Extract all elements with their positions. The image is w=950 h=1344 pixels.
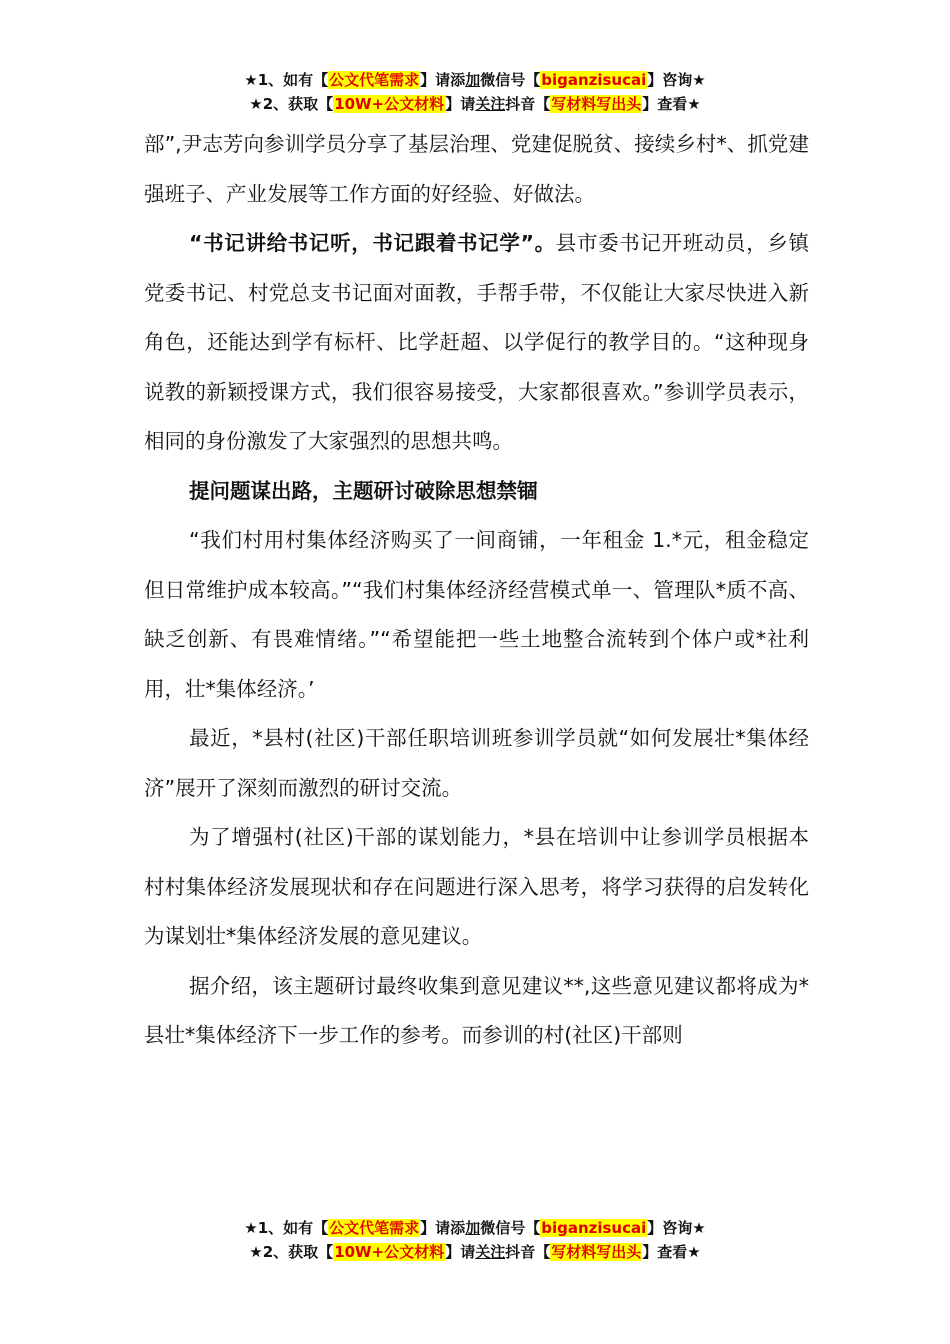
banner-line-2: ★2、获取【10W+公文材料】请关注抖音【写材料写出头】查看★: [249, 95, 701, 113]
paragraph: 部”,尹志芳向参训学员分享了基层治理、党建促脱贫、接续乡村*、抓党建强班子、产业发展等工作方面的好经验、好做法。: [144, 132, 809, 206]
highlight-wechat-id: biganzisucai: [541, 71, 647, 89]
highlight-service: 公文代笔需求: [329, 1219, 420, 1237]
paragraph: “我们村用村集体经济购买了一间商铺，一年租金 1.*元，租金稳定但日常维护成本较高。”“我们村集体经济经营模式单一、管理队*质不高、缺乏创新、有畏难情绪。”“希望能把一些土地整合流转到个体户或*社利用，壮*集体经济。’: [144, 528, 809, 701]
section-heading: 提问题谋出路，主题研讨破除思想禁锢: [189, 478, 538, 503]
paragraph: 最近，*县村(社区)干部任职培训班参训学员就“如何发展壮*集体经济”展开了深刻而激烈的研讨交流。: [144, 726, 809, 800]
document-body: [144, 120, 809, 1061]
highlight-douyin-account: 写材料写出头: [551, 95, 642, 113]
paragraph: 据介绍，该主题研讨最终收集到意见建议**,这些意见建议都将成为*县壮*集体经济下一步工作的参考。而参训的村(社区)干部则: [144, 973, 809, 1047]
highlight-service: 公文代笔需求: [329, 71, 420, 89]
banner-line-2: ★2、获取【10W+公文材料】请关注抖音【写材料写出头】查看★: [249, 1243, 701, 1261]
bold-quote: “书记讲给书记听，书记跟着书记学”。: [189, 231, 556, 255]
banner-line-1: ★1、如有【公文代笔需求】请添加微信号【biganzisucai】咨询★: [244, 1219, 706, 1237]
paragraph: “书记讲给书记听，书记跟着书记学”。县市委书记开班动员，乡镇党委书记、村党总支书记面对面教，手帮手带，不仅能让大家尽快进入新角色，还能达到学有标杆、比学赶超、以学促行的教学目的。“这种现身说教的新颖授课方式，我们很容易接受，大家都很喜欢。”参训学员表示，相同的身份激发了大家强烈的思想共鸣。: [144, 231, 810, 453]
banner-line-1: ★1、如有【公文代笔需求】请添加微信号【biganzisucai】咨询★: [244, 71, 706, 89]
header-banner: [0, 68, 950, 116]
highlight-wechat-id: biganzisucai: [541, 1219, 647, 1237]
footer-banner: [0, 1216, 950, 1264]
highlight-douyin-account: 写材料写出头: [551, 1243, 642, 1261]
highlight-materials: 10W+公文材料: [334, 95, 445, 113]
highlight-materials: 10W+公文材料: [334, 1243, 445, 1261]
paragraph: 为了增强村(社区)干部的谋划能力，*县在培训中让参训学员根据本村村集体经济发展现状和存在问题进行深入思考，将学习获得的启发转化为谋划壮*集体经济发展的意见建议。: [144, 825, 809, 948]
